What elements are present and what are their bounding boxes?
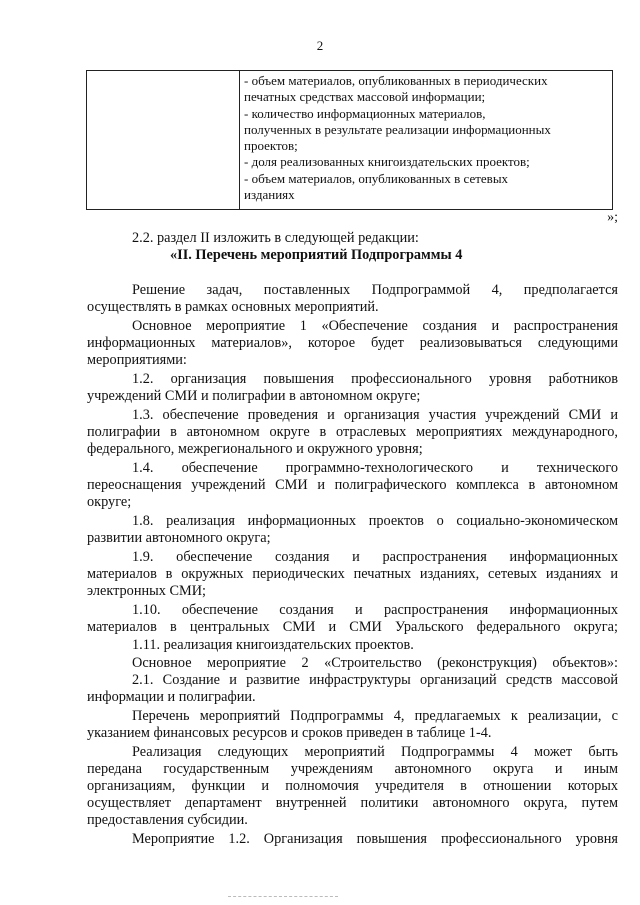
table-line: изданиях bbox=[244, 187, 295, 203]
table-left-cell bbox=[87, 71, 240, 209]
table-line: - объем материалов, опубликованных в периодических bbox=[244, 73, 548, 88]
paragraph-line: 1.2. организация повышения профессионального уровня работников bbox=[132, 371, 618, 387]
paragraph-line: передана государственным учреждениям автономного округа и иным bbox=[87, 761, 618, 777]
paragraph-line: мероприятиями: bbox=[87, 352, 187, 368]
paragraph-line: организациям, функции и полномочия учредителя в отношении которых bbox=[87, 778, 618, 794]
paragraph-line: указанием финансовых ресурсов и сроков приведен в таблице 1-4. bbox=[87, 725, 492, 741]
paragraph-line: 1.4. обеспечение программно-технологического и технического bbox=[132, 460, 618, 476]
paragraph-line: 1.8. реализация информационных проектов о социально-экономическом bbox=[132, 513, 618, 529]
paragraph-line: Реализация следующих мероприятий Подпрограммы 4 может быть bbox=[132, 744, 618, 760]
paragraph-line: учреждений СМИ и полиграфии в автономном округе; bbox=[87, 388, 421, 404]
section-intro: 2.2. раздел II изложить в следующей редакции: bbox=[132, 230, 419, 246]
paragraph-line: осуществляет департамент внутренней политики автономного округа, путем bbox=[87, 795, 618, 811]
paragraph-line: Основное мероприятие 2 «Строительство (реконструкция) объектов»: bbox=[132, 655, 618, 671]
paragraph-line: информационных материалов», которое будет реализовываться следующими bbox=[87, 335, 618, 351]
paragraph-line: электронных СМИ; bbox=[87, 583, 207, 599]
paragraph-line: 1.10. обеспечение создания и распространения информационных bbox=[132, 602, 618, 618]
table-line: - объем материалов, опубликованных в сетевых bbox=[244, 170, 509, 186]
paragraph-line: Перечень мероприятий Подпрограммы 4, предлагаемых к реализации, с bbox=[132, 708, 618, 724]
indicators-table bbox=[86, 70, 613, 210]
paragraph-line: полиграфии в автономном округе в отраслевых мероприятиях международного, bbox=[87, 424, 618, 440]
paragraph-line: развитии автономного округа; bbox=[87, 530, 271, 546]
table-line: печатных средствах массовой информации; bbox=[244, 89, 486, 105]
paragraph-line: Основное мероприятие 1 «Обеспечение создания и распространения bbox=[132, 318, 618, 334]
paragraph-line: осуществлять в рамках основных мероприятий. bbox=[87, 299, 379, 315]
paragraph-line: материалов в центральных СМИ и СМИ Уральского федерального округа; bbox=[87, 619, 618, 635]
paragraph-line: 1.11. реализация книгоиздательских проектов. bbox=[132, 637, 414, 653]
paragraph-line: 1.9. обеспечение создания и распространения информационных bbox=[132, 549, 618, 565]
section-heading: «II. Перечень мероприятий Подпрограммы 4 bbox=[170, 247, 463, 263]
paragraph-line: предоставления субсидии. bbox=[87, 812, 248, 828]
footer-divider bbox=[228, 896, 338, 897]
paragraph-line: федерального, межрегионального и окружного уровня; bbox=[87, 441, 423, 457]
paragraph-line: Решение задач, поставленных Подпрограммой 4, предполагается bbox=[132, 282, 618, 298]
paragraph-line: 2.1. Создание и развитие инфраструктуры организаций средств массовой bbox=[132, 672, 618, 688]
paragraph-line: округе; bbox=[87, 494, 132, 510]
table-line: - количество информационных материалов, bbox=[244, 105, 486, 121]
paragraph-line: переоснащения учреждений СМИ и полиграфического комплекса в автономном bbox=[87, 477, 618, 493]
table-right-cell bbox=[244, 73, 606, 203]
table-line: проектов; bbox=[244, 138, 298, 154]
page-number: 2 bbox=[316, 38, 324, 53]
paragraph-line: 1.3. обеспечение проведения и организация участия учреждений СМИ и bbox=[132, 407, 618, 423]
closing-quote: »; bbox=[607, 210, 618, 225]
paragraph-line: материалов в окружных периодических печатных изданиях, сетевых изданиях и bbox=[87, 566, 618, 582]
paragraph-line: Мероприятие 1.2. Организация повышения профессионального уровня bbox=[132, 831, 618, 847]
paragraph-line: информации и полиграфии. bbox=[87, 689, 256, 705]
table-line: - доля реализованных книгоиздательских проектов; bbox=[244, 154, 530, 170]
table-line: полученных в результате реализации информационных bbox=[244, 121, 551, 137]
